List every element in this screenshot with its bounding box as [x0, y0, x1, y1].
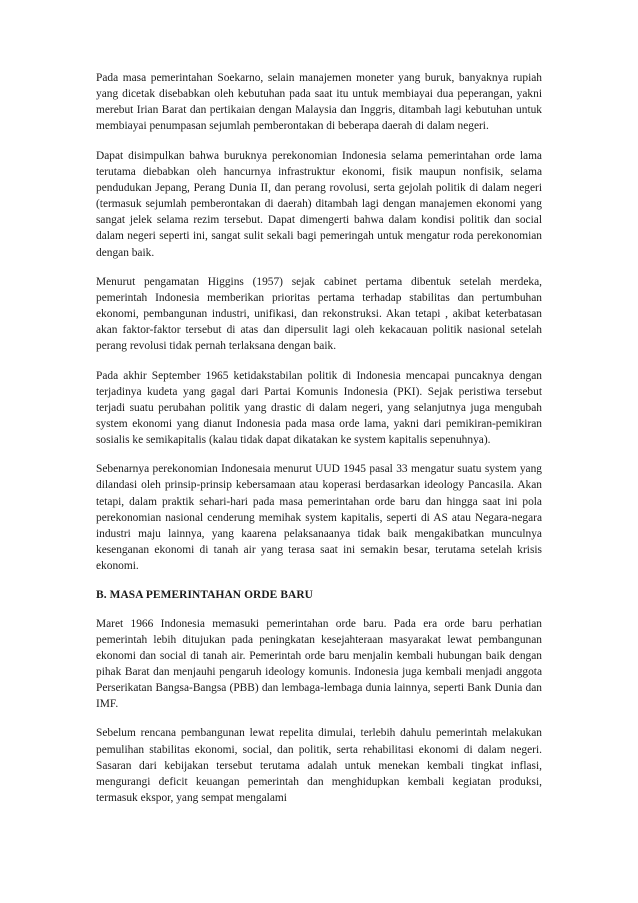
paragraph-soekarno-monetary: Pada masa pemerintahan Soekarno, selain manajemen moneter yang buruk, banyaknya rupiah yang dicetak disebabkan oleh kebutuhan pada saat itu untuk membiayai dua peperangan, yakni merebut Irian Barat dan pertikaian dengan Malaysia dan Inggris, ditambah lagi kebutuhan untuk membiayai penumpasan sejumlah pemberontakan di beberapa daerah di dalam negeri.	[96, 72, 542, 133]
document-page	[96, 70, 542, 819]
paragraph-higgins-observation: Menurut pengamatan Higgins (1957) sejak cabinet pertama dibentuk setelah merdeka, pemerintah Indonesia memberikan prioritas pertama terhadap stabilitas dan pertumbuhan ekonomi, pembangunan industri, unifikasi, dan rekonstruksi. Akan tetapi , akibat keterbatasan akan faktor-faktor tersebut di atas dan dipersulit lagi oleh kekacauan politik nasional setelah perang revolusi tidak pernah terlaksana dengan baik.	[96, 275, 542, 353]
paragraph-march-1966: Maret 1966 Indonesia memasuki pemerintahan orde baru. Pada era orde baru perhatian pemerintah lebih ditujukan pada peningkatan kesejahteraan masyarakat lewat pembangunan ekonomi dan social di tanah air. Pemerintah orde baru menjalin kembali hubungan baik dengan pihak Barat dan menjauhi pengaruh ideology komunis. Indonesia juga kembali menjadi anggota Perserikatan Bangsa-Bangsa (PBB) dan lembaga-lembaga dunia lainnya, seperti Bank Dunia dan IMF.	[96, 617, 542, 711]
paragraph-september-1965: Pada akhir September 1965 ketidakstabilan politik di Indonesia mencapai puncaknya dengan terjadinya kudeta yang gagal dari Partai Komunis Indonesia (PKI). Sejak peristiwa tersebut terjadi suatu perubahan politik yang drastic di dalam negeri, yang selanjutnya juga mengubah system ekonomi yang dianut Indonesia pada masa orde lama, yakni dari pemikiran-pemikiran sosialis ke semikapitalis (kalau tidak dapat dikatakan ke system kapitalis sepenuhnya).	[96, 369, 542, 447]
paragraph-before-repelita: Sebelum rencana pembangunan lewat repelita dimulai, terlebih dahulu pemerintah melakukan pemulihan stabilitas ekonomi, social, dan politik, serta rehabilitasi ekonomi di dalam negeri. Sasaran dari kebijakan tersebut terutama adalah untuk menekan kembali tingkat inflasi, mengurangi deficit keuangan pemerintah dan menghidupkan kembali kegiatan produksi, termasuk ekspor, yang sempat mengalami	[96, 727, 542, 805]
paragraph-old-order-conclusion: Dapat disimpulkan bahwa buruknya perekonomian Indonesia selama pemerintahan orde lama terutama diebabkan oleh hancurnya infrastruktur ekonomi, fisik maupun nonfisik, selama pendudukan Jepang, Perang Dunia II, dan perang rovolusi, serta gejolah politik di dalam negeri (termasuk sejumlah pemberontakan di daerah) ditambah lagi dengan manajemen ekonomi yang sangat jelek selama rezim tersebut. Dapat dimengerti bahwa dalam kondisi politik dan social dalam negeri seperti ini, sangat sulit sekali bagi pemeringah untuk mengatur roda perekonomian dengan baik.	[96, 149, 542, 259]
paragraph-uud-1945: Sebenarnya perekonomian Indonesaia menurut UUD 1945 pasal 33 mengatur suatu system yang dilandasi oleh prinsip-prinsip kebersamaan atau koperasi berdasarkan ideology Pancasila. Akan tetapi, dalam praktik sehari-hari pada masa pemerintahan orde baru dan hingga saat ini pola perekonomian nasional cenderung memihak system kapitalis, seperti di AS atau Negara-negara industri maju lainnya, yang kaarena pelaksanaanya tidak baik mengakibatkan munculnya kesenganan ekonomi di tanah air yang terasa saat ini semakin besar, terutama setelah krisis ekonomi.	[96, 463, 542, 573]
section-heading: B. MASA PEMERINTAHAN ORDE BARU	[96, 589, 314, 602]
